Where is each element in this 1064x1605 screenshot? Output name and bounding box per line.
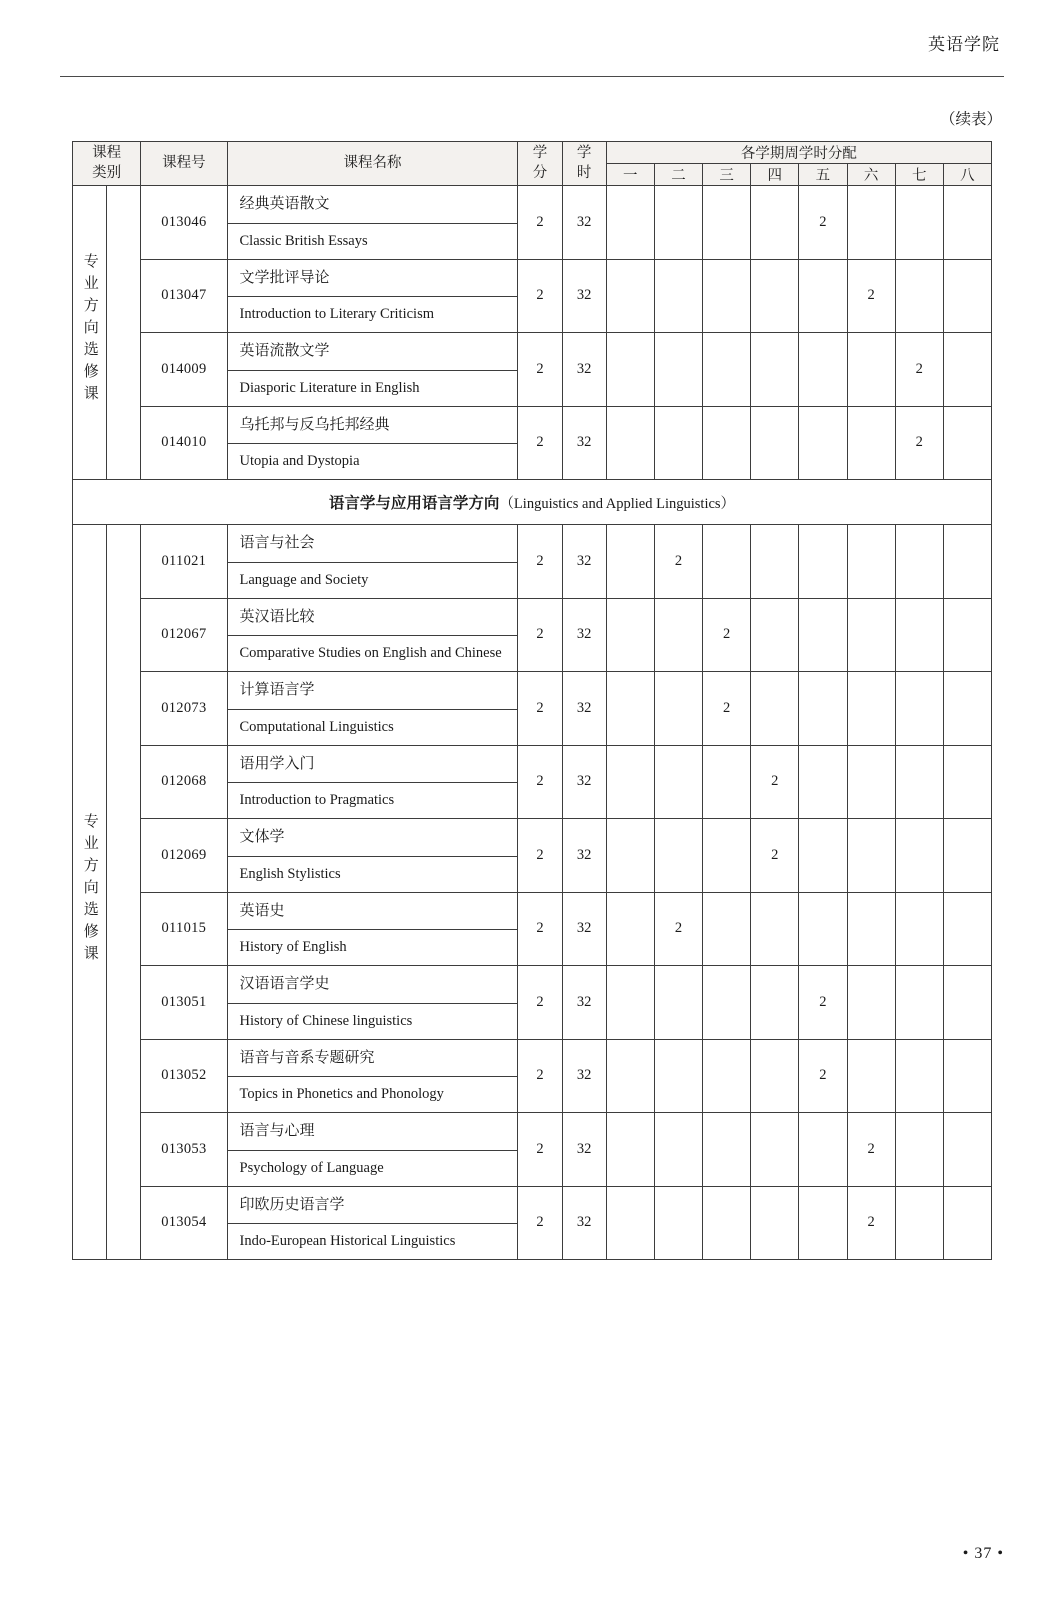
course-name [227, 1186, 518, 1260]
col-header-term-7: 七 [895, 164, 943, 186]
course-name [227, 525, 518, 599]
category-label: 专业方向选修课 [81, 253, 98, 408]
course-hours: 32 [562, 259, 606, 333]
course-credit: 2 [518, 966, 562, 1040]
term-2-value [654, 672, 702, 746]
course-hours: 32 [562, 819, 606, 893]
course-hours: 32 [562, 672, 606, 746]
course-name-en: Topics in Phonetics and Phonology [239, 1086, 444, 1103]
col-header-term-1: 一 [606, 164, 654, 186]
term-3-value: 2 [703, 598, 751, 672]
term-8-value [943, 406, 991, 480]
course-name-cn: 乌托邦与反乌托邦经典 [228, 407, 518, 445]
course-name-cn: 语用学入门 [228, 746, 518, 784]
term-2-value [654, 186, 702, 260]
term-3-value [703, 259, 751, 333]
course-name-cn: 计算语言学 [228, 672, 518, 710]
course-credit: 2 [518, 186, 562, 260]
term-5-value [799, 525, 847, 599]
course-name-en: Introduction to Literary Criticism [239, 306, 434, 323]
term-4-value [751, 186, 799, 260]
col-header-name: 课程名称 [227, 142, 518, 186]
term-6-value [847, 745, 895, 819]
term-5-value [799, 598, 847, 672]
course-hours: 32 [562, 1186, 606, 1260]
course-name-cn: 经典英语散文 [228, 186, 518, 224]
table-row [73, 186, 992, 260]
term-5-value [799, 406, 847, 480]
section-heading-en: （Linguistics and Applied Linguistics） [499, 496, 736, 513]
course-name [227, 745, 518, 819]
course-code: 012068 [141, 745, 227, 819]
course-name-cn: 英语流散文学 [228, 333, 518, 371]
table-row [73, 672, 992, 746]
category-spacer-1 [107, 186, 141, 480]
term-1-value [606, 1113, 654, 1187]
term-7-value [895, 525, 943, 599]
term-6-value [847, 333, 895, 407]
term-8-value [943, 525, 991, 599]
course-hours: 32 [562, 1039, 606, 1113]
term-6-value [847, 186, 895, 260]
section-heading-row [73, 480, 992, 525]
course-name-en: English Stylistics [239, 865, 341, 882]
term-8-value [943, 819, 991, 893]
term-8-value [943, 1186, 991, 1260]
term-3-value [703, 525, 751, 599]
term-4-value [751, 1113, 799, 1187]
term-3-value [703, 966, 751, 1040]
term-2-value [654, 1186, 702, 1260]
col-header-credit [518, 142, 562, 186]
col-header-terms-group: 各学期周学时分配 [606, 142, 991, 164]
term-7-value [895, 819, 943, 893]
course-name [227, 186, 518, 260]
term-6-value [847, 1039, 895, 1113]
term-7-value [895, 259, 943, 333]
term-1-value [606, 966, 654, 1040]
course-name [227, 819, 518, 893]
term-3-value [703, 819, 751, 893]
course-credit: 2 [518, 1186, 562, 1260]
course-name [227, 333, 518, 407]
category-cell-1 [73, 186, 107, 480]
term-1-value [606, 1039, 654, 1113]
course-hours: 32 [562, 745, 606, 819]
term-8-value [943, 672, 991, 746]
term-7-value [895, 598, 943, 672]
term-4-value [751, 259, 799, 333]
course-credit: 2 [518, 1113, 562, 1187]
page-number: • 37 • [962, 1545, 1004, 1562]
term-1-value [606, 672, 654, 746]
course-code: 012069 [141, 819, 227, 893]
course-name-en: Utopia and Dystopia [239, 453, 360, 470]
table-row [73, 966, 992, 1040]
term-4-value [751, 525, 799, 599]
col-header-hours-line2: 时 [576, 164, 592, 181]
term-8-value [943, 598, 991, 672]
course-hours: 32 [562, 333, 606, 407]
course-code: 011015 [141, 892, 227, 966]
term-6-value: 2 [847, 259, 895, 333]
term-1-value [606, 598, 654, 672]
term-4-value [751, 333, 799, 407]
course-name-en: History of Chinese linguistics [239, 1012, 413, 1029]
term-4-value [751, 406, 799, 480]
term-5-value [799, 1113, 847, 1187]
term-6-value [847, 672, 895, 746]
table-header [73, 142, 992, 186]
col-header-term-5: 五 [799, 164, 847, 186]
course-name-en: Psychology of Language [239, 1159, 384, 1176]
col-header-code: 课程号 [141, 142, 227, 186]
term-1-value [606, 406, 654, 480]
course-credit: 2 [518, 892, 562, 966]
col-header-term-8: 八 [943, 164, 991, 186]
table-row [73, 1113, 992, 1187]
term-6-value: 2 [847, 1113, 895, 1187]
term-3-value [703, 892, 751, 966]
term-5-value [799, 259, 847, 333]
term-7-value [895, 1039, 943, 1113]
course-name-en: Introduction to Pragmatics [239, 792, 395, 809]
course-name-en: History of English [239, 939, 347, 956]
term-1-value [606, 259, 654, 333]
term-8-value [943, 1113, 991, 1187]
term-1-value [606, 186, 654, 260]
term-8-value [943, 745, 991, 819]
course-code: 013052 [141, 1039, 227, 1113]
term-7-value [895, 186, 943, 260]
col-header-credit-line2: 分 [532, 164, 548, 181]
term-4-value [751, 1186, 799, 1260]
course-name-cn: 语言与心理 [228, 1113, 518, 1151]
course-name-en: Language and Society [239, 571, 369, 588]
term-6-value [847, 966, 895, 1040]
course-credit: 2 [518, 745, 562, 819]
term-3-value [703, 333, 751, 407]
course-name-cn: 语言与社会 [228, 525, 518, 563]
term-4-value [751, 672, 799, 746]
course-name-cn: 英汉语比较 [228, 599, 518, 637]
term-4-value: 2 [751, 819, 799, 893]
curriculum-table [72, 141, 992, 1260]
term-8-value [943, 1039, 991, 1113]
course-code: 014010 [141, 406, 227, 480]
course-name-cn: 语音与音系专题研究 [228, 1040, 518, 1078]
table-row [73, 1039, 992, 1113]
course-code: 011021 [141, 525, 227, 599]
category-cell-2 [73, 525, 107, 1260]
col-header-term-3: 三 [703, 164, 751, 186]
term-1-value [606, 745, 654, 819]
term-2-value [654, 745, 702, 819]
term-2-value: 2 [654, 525, 702, 599]
course-name-en: Indo-European Historical Linguistics [239, 1233, 456, 1250]
term-3-value: 2 [703, 672, 751, 746]
course-credit: 2 [518, 1039, 562, 1113]
course-hours: 32 [562, 525, 606, 599]
course-credit: 2 [518, 598, 562, 672]
term-6-value [847, 892, 895, 966]
header-divider [60, 76, 1004, 77]
term-3-value [703, 1113, 751, 1187]
term-6-value [847, 819, 895, 893]
term-1-value [606, 819, 654, 893]
term-2-value [654, 1113, 702, 1187]
course-name-cn: 英语史 [228, 893, 518, 931]
term-6-value: 2 [847, 1186, 895, 1260]
course-name [227, 406, 518, 480]
course-name-cn: 印欧历史语言学 [228, 1187, 518, 1225]
term-4-value [751, 1039, 799, 1113]
term-2-value: 2 [654, 892, 702, 966]
term-3-value [703, 745, 751, 819]
term-5-value [799, 745, 847, 819]
course-name [227, 966, 518, 1040]
term-6-value [847, 598, 895, 672]
table-row [73, 259, 992, 333]
category-label: 专业方向选修课 [81, 812, 98, 967]
term-4-value [751, 598, 799, 672]
term-5-value [799, 819, 847, 893]
term-3-value [703, 1039, 751, 1113]
term-1-value [606, 892, 654, 966]
term-7-value [895, 1113, 943, 1187]
course-code: 014009 [141, 333, 227, 407]
term-2-value [654, 333, 702, 407]
course-code: 013053 [141, 1113, 227, 1187]
table-row [73, 745, 992, 819]
course-code: 013054 [141, 1186, 227, 1260]
term-5-value [799, 1186, 847, 1260]
term-2-value [654, 598, 702, 672]
term-6-value [847, 525, 895, 599]
table-row [73, 333, 992, 407]
course-name-en: Diasporic Literature in English [239, 379, 420, 396]
term-3-value [703, 406, 751, 480]
course-credit: 2 [518, 672, 562, 746]
term-5-value: 2 [799, 186, 847, 260]
term-8-value [943, 892, 991, 966]
course-credit: 2 [518, 406, 562, 480]
course-name-cn: 汉语语言学史 [228, 966, 518, 1004]
term-8-value [943, 186, 991, 260]
course-name [227, 598, 518, 672]
course-credit: 2 [518, 333, 562, 407]
course-hours: 32 [562, 1113, 606, 1187]
header-title: 英语学院 [928, 35, 1000, 54]
col-header-category-line2: 类别 [92, 164, 122, 181]
table-body [73, 186, 992, 1260]
course-credit: 2 [518, 819, 562, 893]
course-name-en: Computational Linguistics [239, 718, 394, 735]
course-hours: 32 [562, 966, 606, 1040]
course-hours: 32 [562, 406, 606, 480]
course-hours: 32 [562, 892, 606, 966]
course-name [227, 259, 518, 333]
course-name-en: Comparative Studies on English and Chinese [239, 645, 502, 662]
course-code: 013047 [141, 259, 227, 333]
term-8-value [943, 966, 991, 1040]
term-2-value [654, 966, 702, 1040]
term-4-value [751, 966, 799, 1040]
term-1-value [606, 1186, 654, 1260]
course-code: 013046 [141, 186, 227, 260]
term-5-value [799, 672, 847, 746]
course-name [227, 1039, 518, 1113]
term-5-value: 2 [799, 1039, 847, 1113]
col-header-hours [562, 142, 606, 186]
table-row [73, 598, 992, 672]
continued-table-label: （续表） [939, 111, 1002, 128]
course-hours: 32 [562, 186, 606, 260]
page-header [60, 30, 1004, 76]
term-5-value [799, 333, 847, 407]
category-spacer-2 [107, 525, 141, 1260]
term-4-value: 2 [751, 745, 799, 819]
term-7-value [895, 745, 943, 819]
term-8-value [943, 259, 991, 333]
term-7-value [895, 892, 943, 966]
table-row [73, 892, 992, 966]
term-2-value [654, 819, 702, 893]
course-name [227, 1113, 518, 1187]
term-1-value [606, 525, 654, 599]
term-7-value [895, 966, 943, 1040]
term-6-value [847, 406, 895, 480]
course-credit: 2 [518, 525, 562, 599]
col-header-term-6: 六 [847, 164, 895, 186]
term-1-value [606, 333, 654, 407]
col-header-term-4: 四 [751, 164, 799, 186]
term-4-value [751, 892, 799, 966]
col-header-credit-line1: 学 [532, 144, 548, 161]
term-2-value [654, 259, 702, 333]
term-2-value [654, 1039, 702, 1113]
term-5-value [799, 892, 847, 966]
col-header-category [73, 142, 141, 186]
course-code: 012073 [141, 672, 227, 746]
term-7-value: 2 [895, 406, 943, 480]
course-code: 012067 [141, 598, 227, 672]
term-5-value: 2 [799, 966, 847, 1040]
section-heading [73, 480, 992, 525]
course-name-cn: 文学批评导论 [228, 260, 518, 298]
col-header-term-2: 二 [654, 164, 702, 186]
term-7-value [895, 1186, 943, 1260]
course-code: 013051 [141, 966, 227, 1040]
table-row [73, 406, 992, 480]
term-3-value [703, 186, 751, 260]
term-3-value [703, 1186, 751, 1260]
table-row [73, 819, 992, 893]
col-header-hours-line1: 学 [576, 144, 592, 161]
section-heading-cn: 语言学与应用语言学方向 [328, 495, 500, 513]
table-row [73, 1186, 992, 1260]
term-8-value [943, 333, 991, 407]
term-7-value [895, 672, 943, 746]
course-credit: 2 [518, 259, 562, 333]
term-2-value [654, 406, 702, 480]
course-name [227, 672, 518, 746]
course-name-en: Classic British Essays [239, 232, 368, 249]
course-hours: 32 [562, 598, 606, 672]
col-header-category-line1: 课程 [92, 144, 122, 161]
course-name [227, 892, 518, 966]
table-row [73, 525, 992, 599]
course-name-cn: 文体学 [228, 819, 518, 857]
term-7-value: 2 [895, 333, 943, 407]
